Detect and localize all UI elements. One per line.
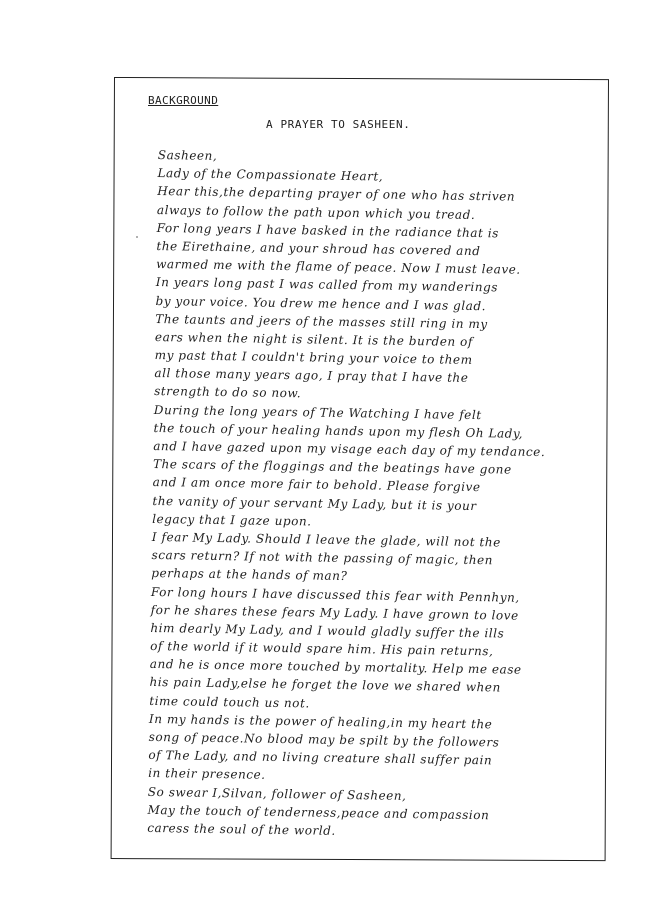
prayer-line: the vanity of your servant My Lady, but it is your bbox=[152, 493, 477, 513]
prayer-line: and he is once more touched by mortality. Help me ease bbox=[149, 657, 522, 678]
prayer-line: warmed me with the flame of peace. Now I must leave. bbox=[156, 257, 521, 277]
section-heading: BACKGROUND bbox=[148, 94, 219, 107]
prayer-line: for he shares these fears My Lady. I have grown to love bbox=[150, 602, 519, 623]
prayer-line: legacy that I gaze upon. bbox=[152, 511, 312, 529]
prayer-line: and I have gazed upon my visage each day of my tendance. bbox=[153, 438, 546, 460]
prayer-line: During the long years of The Watching I have felt bbox=[153, 402, 482, 422]
prayer-line: of The Lady, and no living creature shall suffer pain bbox=[148, 748, 493, 768]
prayer-line: Hear this,the departing prayer of one who has striven bbox=[157, 184, 516, 204]
prayer-line: Sasheen, bbox=[157, 147, 218, 163]
prayer-line: always to follow the path upon which you tread. bbox=[156, 202, 476, 222]
prayer-line: caress the soul of the world. bbox=[147, 820, 336, 838]
prayer-line: of the world if it would spare him. His pain returns, bbox=[150, 639, 494, 659]
prayer-line: May the touch of tenderness,peace and compassion bbox=[147, 802, 490, 823]
prayer-line: my past that I couldn't bring your voice to them bbox=[154, 348, 473, 368]
prayer-line: the touch of your healing hands upon my flesh Oh Lady, bbox=[153, 420, 524, 441]
prayer-line: perhaps at the hands of man? bbox=[151, 566, 348, 584]
prayer-line: For long hours I have discussed this fear with Pennhyn, bbox=[150, 584, 520, 605]
prayer-line: time could touch us not. bbox=[149, 693, 310, 711]
prayer-line: in their presence. bbox=[148, 766, 266, 783]
prayer-line: The taunts and jeers of the masses still ring in my bbox=[155, 311, 488, 331]
prayer-line: I fear My Lady. Should I leave the glade, will not the bbox=[151, 529, 501, 550]
prayer-line: The scars of the floggings and the beatings have gone bbox=[152, 457, 512, 477]
prayer-line: ears when the night is silent. It is the burden of bbox=[154, 329, 473, 349]
prayer-line: In my hands is the power of healing,in my heart the bbox=[148, 711, 493, 732]
document-title: A PRAYER TO SASHEEN. bbox=[266, 118, 411, 131]
prayer-line: Lady of the Compassionate Heart, bbox=[157, 166, 384, 184]
scan-speck bbox=[136, 236, 138, 238]
prayer-line: the Eirethaine, and your shroud has covered and bbox=[156, 238, 481, 259]
prayer-line: him dearly My Lady, and I would gladly suffer the ills bbox=[150, 620, 505, 641]
prayer-text-block bbox=[147, 146, 598, 844]
prayer-line: scars return? If not with the passing of magic, then bbox=[151, 548, 494, 568]
prayer-line: and I am once more fair to behold. Please forgive bbox=[152, 475, 481, 495]
prayer-line: by your voice. You drew me hence and I was glad. bbox=[155, 293, 487, 313]
prayer-line: all those many years ago, I pray that I have the bbox=[154, 366, 469, 386]
prayer-line: strength to do so now. bbox=[154, 384, 302, 401]
prayer-line: For long years I have basked in the radiance that is bbox=[156, 220, 499, 241]
prayer-line: In years long past I was called from my wanderings bbox=[155, 275, 499, 295]
prayer-line: So swear I,Silvan, follower of Sasheen, bbox=[147, 784, 407, 803]
prayer-line: song of peace.No blood may be spilt by the followers bbox=[148, 729, 500, 750]
prayer-line: his pain Lady,else he forget the love we shared when bbox=[149, 675, 501, 695]
